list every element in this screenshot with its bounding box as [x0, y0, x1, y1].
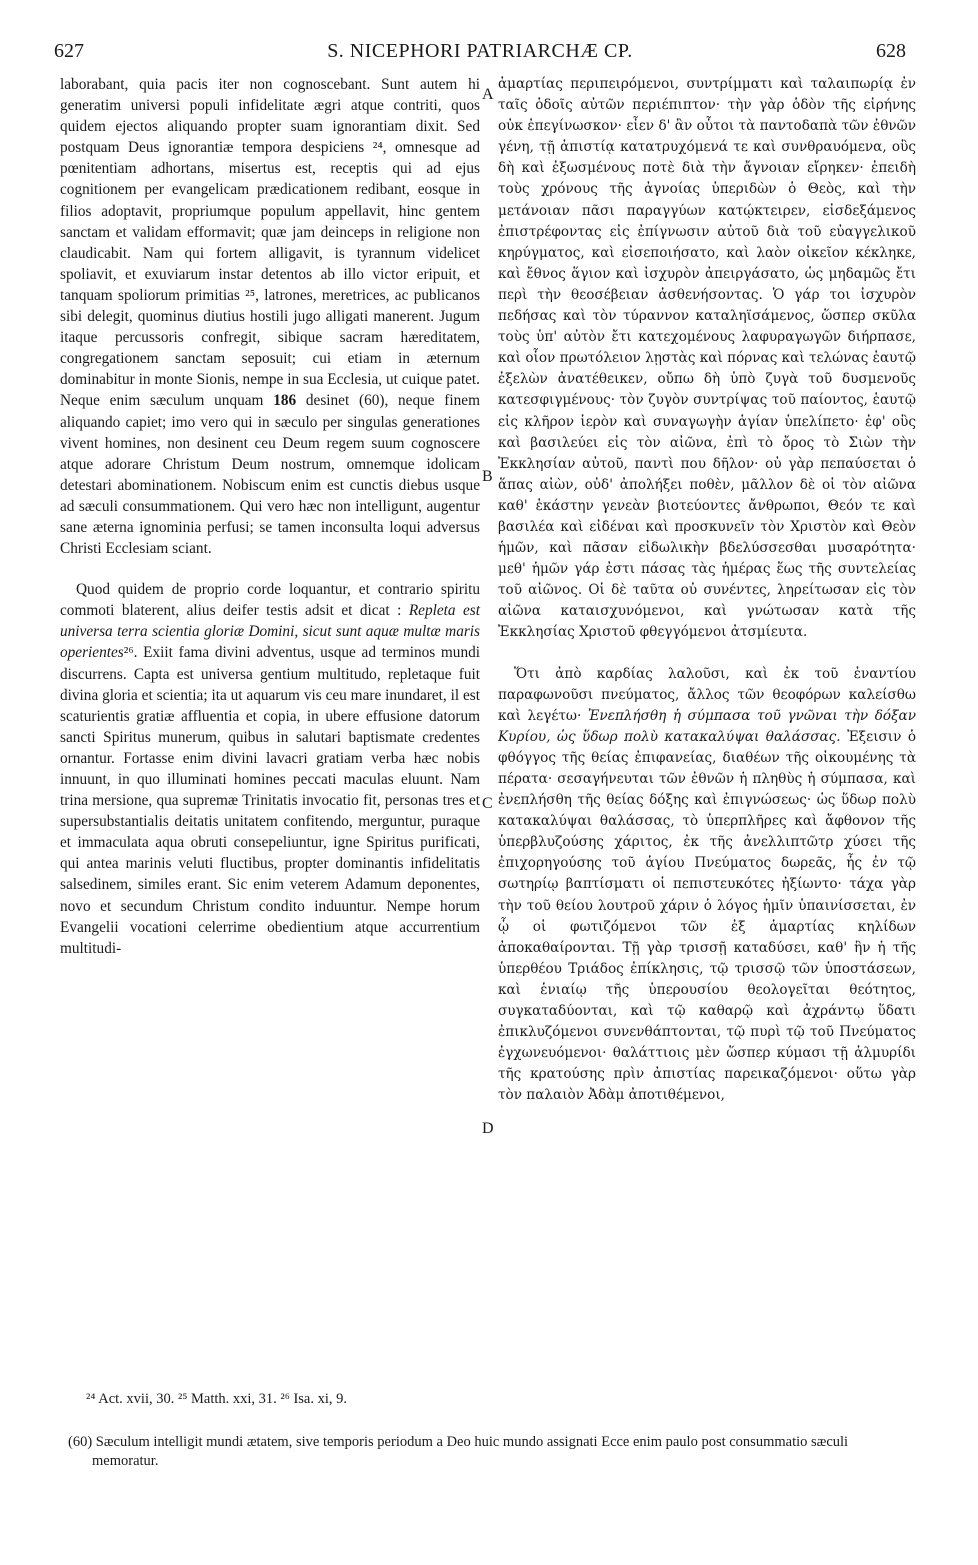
greek-paragraph-2-intro: Ὅτι ἀπὸ καρδίας λαλοῦσι, καὶ ἐκ τοῦ ἐναντίου παραφωνοῦσι πνεύματος, ἄλλος τῶν θεοφόρων καλείσθω καὶ λεγέτω· — [498, 665, 916, 724]
greek-paragraph-2-body: Ἐξεισιν ὁ φθόγγος τῆς θείας ἐπιφανείας, διαθέων τῆς οἰκουμένης τὰ πέρατα· σεσαγήνευται τῶν ἐθνῶν ἡ πληθὺς ἡ σύμπασα, καὶ ἐνεπλήσθη τῆς θείας δόξης καὶ ἐπιγνώσεως· ὡς ὕδωρ πολὺ κατακαλύψαι θαλάσσας, τὸ ὑπερπλῆρες καὶ ἄφθονον τῆς ὑπερβλυζούσης χάριτος, ἐκ τῆς ἀνελλιπτῶτρ χύσει τῆς ἐπιχορηγούσης τοῦ ἁγίου Πνεύματος δωρεᾶς, ἧς ἐν τῷ σωτηρίῳ βαπτίσματι οἱ πεπιστευκότες ἠξίωντο· τάχα γὰρ τὴν τοῦ θείου λουτροῦ χάριν ὁ λόγος ἡμῖν ὑπαινίσσεται, ἐν ᾧ οἱ φωτιζόμενοι τῶν ἐξ ἁμαρτίας κηλίδων ἀποκαθαίρονται. Τῇ γὰρ τρισσῇ καταδύσει, καθ' ἣν ἡ τῆς ὑπερθέου Τριάδος ἐπίκλησις, τῷ τρισσῷ τῶν ὑποστάσεων, καὶ ἑνιαίῳ τῆς ὑπερουσίου θεολογεῖται θεότητος, συγκαταδύονται, καὶ τῷ καθαρῷ καὶ ἀχράντῳ ὕδατι ἐπικλυζόμενοι συνενθάπτονται, τῷ πυρὶ τῷ τοῦ Πνεύματος ἐγχωνευόμενοι· θαλάττιοις μὲν ὥσπερ κύμασι τῇ ἁλμυρίδι τῆς κρατούσης πρὶν ἀπιστίας παρεικαζόμενοι· οὕτω γὰρ τὸν παλαιὸν Ἀδὰμ ἀποτιθέμενοι, — [498, 728, 916, 1104]
running-title: S. NICEPHORI PATRIARCHÆ CP. — [327, 40, 633, 62]
page-number-left: 627 — [54, 40, 84, 62]
section-marker-d: D — [482, 1120, 494, 1137]
latin-paragraph-1 — [60, 74, 480, 559]
latin-paragraph-1-continuation: desinet (60), neque finem aliquando capiet; imo vero qui in sæculo per singulas generationes vivent homines, non desinent ceu Deum regem suum cognoscere atque adorare Christum Deum nostrum, omnemque idolicam detestari abominationem. Nobiscum enim est cunctis diebus usque ad sæculi consummationem. Qui vero hæc non intelligunt, augentur sane æterna ignominia perfusi; se tamen inconsulta loqui adversus Christi Ecclesiam sciant. — [60, 392, 480, 558]
latin-column — [60, 74, 480, 959]
greek-paragraph-1 — [498, 74, 916, 644]
latin-scripture-quote: Repleta est universa terra scientia gloriæ Domini, sicut sunt aquæ multæ maris operientes — [60, 602, 480, 662]
column-number: 186 — [273, 392, 297, 410]
section-marker-b: B — [482, 468, 493, 485]
greek-paragraph-2 — [498, 664, 916, 1107]
page-header — [54, 36, 906, 70]
section-marker-c: C — [482, 795, 493, 812]
greek-paragraph-1-text: ἁμαρτίας περιπειρόμενοι, συντρίμματι καὶ ταλαιπωρίᾳ ἐν ταῖς ὁδοῖς αὐτῶν περιέπιπτον· τὴν γὰρ ὁδὸν τῆς εἰρήνης οὐκ ἐπεγίνωσκον· εἶεν δ' ἂν οὗτοι τὰ παντοδαπὰ τῶν ἐθνῶν γένη, τῇ ἀπιστίᾳ κατατρυχόμενά τε καὶ συνθραυόμενα, οὓς δὴ καὶ ἐξωσμένους ποτὲ διὰ τὴν ἄγνοιαν εἴρηκεν· ἐπειδὴ τοὺς χρόνους τῆς ἀγνοίας ὑπεριδὼν ὁ Θεὸς, καὶ τὴν μετάνοιαν πᾶσι παραγγύων κατῴκτειρεν, εἰσδεξάμενος ἐπιστρέφοντας εἰς ἐπίγνωσιν αὐτοῦ διὰ τοῦ εὐαγγελικοῦ κηρύγματος, καὶ εἰσεποιήσατο, καὶ λαὸν οἰκεῖον κέκληκε, καὶ ἔθνος ἅγιον καὶ ἰσχυρὸν ἀπειργάσατο, ὡς μηδαμῶς ἔτι περὶ τὴν θεοσέβειαν ἀσθενήσοντας. Ὁ γάρ τοι ἰσχυρὸν πεδήσας καὶ τὸν τύραννον καταληϊσάμενος, ὥσπερ σκῦλα τοὺς ὑπ' αὐτὸν ἔτι κατεχομένους λαφυραγωγῶν διήρπασε, καὶ οἷον πρωτόλειον λῃστὰς καὶ πόρνας καὶ τελώνας ἑαυτῷ ἐξελὼν ἀνατέθεικεν, οὔπω δὴ ὑπὸ ζυγὰ τοῦ δυσμενοῦς κατεσφιγμένους· τὸν ζυγὸν συντρίψας τοῦ παίοντος, ἑαυτῷ εἰς κλῆρον ἱερὸν καὶ συναγωγὴν ἁγίαν ὑπελίπετο· ἐφ' οὓς καὶ βασιλεύει εἰς τὸν αἰῶνα, ἐπὶ τὸ ὄρος τὸ Σιὼν τὴν Ἐκκλησίαν αὐτοῦ, παντὶ που δῆλον· οὐ γὰρ πεπαύσεται ὁ ἅπας αἰὼν, οὐδ' ἀπολήξει ποθὲν, μᾶλλον δὲ οἱ τὸν αἰῶνα καθ' ἑκάστην γενεὰν βιοτεύοντες ἄνθρωποι, Θεόν τε καὶ βασιλέα καὶ εἰδέναι καὶ προσκυνεῖν τὸν Χριστὸν καὶ Θεὸν ἡμῶν, καὶ πᾶσαν εἰδωλικὴν βδελύσσεσθαι μυσαρότητα· μεθ' ἡμῶν γάρ ἐστι πάσας τὰς ἡμέρας ἕως τῆς συντελείας τοῦ αἰῶνος. Οἱ δὲ ταῦτα οὐ συνέντες, ληρείτωσαν εἰς τὸν αἰῶνα καταισχυνόμενοι, καὶ γνώτωσαν κατὰ τῆς Ἐκκλησίας Χριστοῦ φθεγγόμενοι ἀτσμίευτα. — [498, 76, 916, 641]
footnotes — [68, 1390, 918, 1471]
latin-paragraph-1-text: laborabant, quia pacis iter non cognoscebant. Sunt autem hi generatim universi populi infidelitate ægri atque contriti, quos quidem ejectos aliquando propter suam ignorantiam dixit. Sed postquam Deus ignorantiæ tempora despiciens ²⁴, omnesque ad pœnitentiam adhortans, misertus est, receptis qui ad ejus cognitionem per evangelicam prædicationem redibant, eosque in filios adoptavit, propriumque populum appellavit, hinc gentem sanctam et validam efformavit; quæ jam deinceps in religione non claudicabit. Nam qui fortem alligavit, is tyrannum videlicet spoliavit, et exuviarum instar detentos ab illo victor eripuit, et tanquam spoliorum primitias ²⁵, latrones, meretrices, ac publicanos sibi delegit, quominus diutius hostili jugo alligati manerent. Jugum itaque percussoris confregit, sibique sacram hæreditatem, congregationem sanctam seposuit; cui etiam in æternum dominabitur in monte Sionis, nempe in sua Ecclesia, ut cuique patet. Neque enim sæculum unquam — [60, 76, 480, 410]
greek-scripture-quote: Ἐνεπλήσθη ἡ σύμπασα τοῦ γνῶναι τὴν δόξαν Κυρίου, ὡς ὕδωρ πολὺ κατακαλύψαι θαλάσσας. — [498, 707, 917, 745]
latin-paragraph-2-body: ²⁶. Exiit fama divini adventus, usque ad terminos mundi discurrens. Capta est universa gentium multitudo, repletaque fuit divina gloria et scientia; ita ut aquarum vis ceu mare inundaret, il est scaturientis gratiæ affluentia et copia, in ubere effusione datorum sancti Spiritus munerum, quibus in salutari baptismate credentes ornantur. Fortasse enim divini lavacri gratiam verba hæc nobis innuunt, in quo illuminati homines peccati maculas eluunt. Nam trina mersione, qua supremæ Trinitatis invocatio fit, personas tres et supersubstantialis deitatis unitatem confitendo, merguntur, puraque et immaculata aqua obruti consepeliuntur, igne Spiritus purificati, qui antea marinis veluti fluctibus, propter dominantis infidelitatis salsedinem, similes erant. Sic enim veterem Adamum deponentes, novo et secundum Christum condito induuntur. Nempe horum Evangelii vocationi celerrime obedientium atque accurrentium multitudi- — [60, 644, 480, 957]
page-number-right: 628 — [876, 40, 906, 62]
section-marker-a: A — [482, 86, 494, 103]
scripture-references: ²⁴ Act. xvii, 30. ²⁵ Matth. xxi, 31. ²⁶ Isa. xi, 9. — [86, 1391, 347, 1407]
greek-column — [498, 74, 916, 1107]
latin-paragraph-2 — [60, 579, 480, 959]
latin-paragraph-2-intro: Quod quidem de proprio corde loquantur, et contrario spiritu commoti blaterent, alius deifer testis adsit et dicat : — [60, 581, 480, 620]
editorial-note: (60) Sæculum intelligit mundi ætatem, sive temporis periodum a Deo huic mundo assignati Ecce enim paulo post consummatio sæculi memoratur. — [68, 1434, 849, 1469]
